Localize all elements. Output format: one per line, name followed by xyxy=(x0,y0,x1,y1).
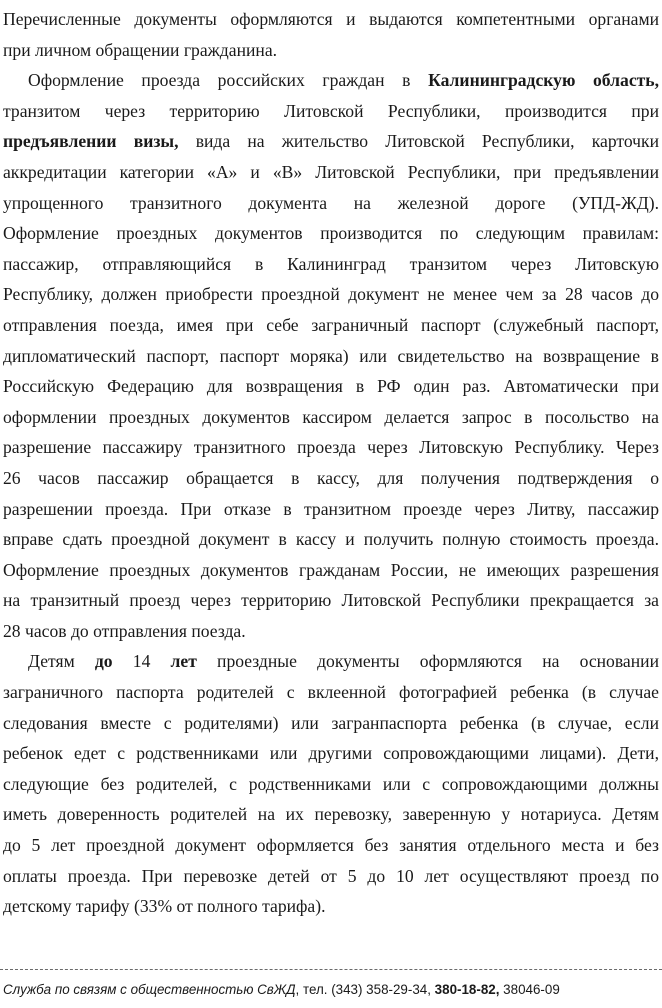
footer-phone-bold: 380-18-82, xyxy=(434,982,500,997)
text-run: на транзитный проезд через территорию Литовской Республики прекращается за xyxy=(3,590,659,611)
text-run: Перечисленные документы оформляются и выдаются компетентными органами xyxy=(3,9,659,29)
text-line xyxy=(3,65,659,96)
footer-divider xyxy=(0,969,662,970)
text-run: заграничного паспорта родителей с вклеенной фотографией ребенка (в случае xyxy=(3,682,659,703)
text-run: иметь доверенность родителей на их перевозку, заверенную у нотариуса. Детям xyxy=(3,804,659,825)
text-run: пассажир, отправляющийся в Калининград транзитом через Литовскую xyxy=(3,253,659,274)
text-line xyxy=(3,738,659,769)
text-run: при личном обращении гражданина. xyxy=(3,39,278,60)
text-line xyxy=(3,861,659,892)
text-line xyxy=(3,188,659,219)
text-line xyxy=(3,402,659,433)
text-line xyxy=(3,891,659,922)
text-run: отправления поезда, имея при себе заграничный паспорт (служебный паспорт, xyxy=(3,314,659,335)
text-line xyxy=(3,555,659,586)
text-run: следования вместе с родителями) или загранпаспорта ребенка (в случае, если xyxy=(3,712,659,733)
text-run: 26 часов пассажир обращается в кассу, для получения подтверждения о xyxy=(3,467,659,488)
text-line xyxy=(3,769,659,800)
text-line xyxy=(3,494,659,525)
text-line xyxy=(3,96,659,127)
text-run: детскому тарифу (33% от полного тарифа). xyxy=(3,896,326,917)
text-run: аккредитации категории «А» и «В» Литовской Республики, при предъявлении xyxy=(3,161,659,182)
paragraph xyxy=(3,4,659,65)
bold-text: Калининградскую область, xyxy=(428,70,659,91)
text-line xyxy=(3,310,659,341)
text-line xyxy=(3,157,659,188)
text-run: 28 часов до отправления поезда. xyxy=(3,620,246,641)
text-line xyxy=(3,249,659,280)
text-run: Российскую Федерацию для возвращения в РФ один раз. Автоматически при xyxy=(3,376,659,397)
text-run: до 5 лет проездной документ оформляется без занятия отдельного места и без xyxy=(3,835,659,856)
bold-text: до xyxy=(94,651,113,672)
footer-phone-suffix: 38046-09 xyxy=(499,982,560,997)
text-line xyxy=(3,279,659,310)
text-run: Детям xyxy=(28,651,95,672)
text-line xyxy=(3,585,659,616)
text-run: разрешении проезда. При отказе в транзитном проезде через Литву, пассажир xyxy=(3,498,659,519)
text-run: Оформление проездных документов производится по следующим правилам: xyxy=(3,223,659,244)
text-line xyxy=(3,616,659,647)
paragraph xyxy=(3,65,659,646)
document-body xyxy=(3,4,659,922)
text-line xyxy=(3,463,659,494)
text-run: 14 xyxy=(112,651,171,672)
paragraph xyxy=(3,646,659,921)
text-run: дипломатический паспорт, паспорт моряка) или свидетельство на возвращение в xyxy=(3,345,659,366)
text-run: оплаты проезда. При перевозке детей от 5 до 10 лет осуществляют проезд по xyxy=(3,865,659,886)
text-run: разрешение пассажиру транзитного проезда через Литовскую Республику. Через xyxy=(3,437,659,458)
text-line xyxy=(3,677,659,708)
text-run: Оформление проезда российских граждан в xyxy=(28,70,429,91)
text-line xyxy=(3,371,659,402)
text-line xyxy=(3,341,659,372)
text-line xyxy=(3,799,659,830)
text-line xyxy=(3,646,659,677)
bold-text: лет xyxy=(170,651,197,672)
text-run: транзитом через территорию Литовской Республики, производится при xyxy=(3,100,659,121)
bold-text: предъявлении визы, xyxy=(3,131,179,152)
text-run: следующие без родителей, с родственниками или с сопровождающими должны xyxy=(3,773,659,794)
text-line xyxy=(3,432,659,463)
text-run: упрощенного транзитного документа на железной дороге (УПД-ЖД). xyxy=(3,192,659,213)
text-run: вправе сдать проездной документ в кассу и получить полную стоимость проезда. xyxy=(3,529,659,550)
text-line xyxy=(3,708,659,739)
footer xyxy=(3,980,659,1000)
text-run: вида на жительство Литовской Республики, карточки xyxy=(178,131,659,152)
text-line xyxy=(3,35,659,66)
text-line xyxy=(3,524,659,555)
text-run: Оформление проездных документов гражданам России, не имеющих разрешения xyxy=(3,559,659,580)
text-run: Республику, должен приобрести проездной документ не менее чем за 28 часов до xyxy=(3,284,659,305)
footer-org: Служба по связям с общественностью СвЖД xyxy=(3,982,296,997)
text-run: проездные документы оформляются на основании xyxy=(196,651,659,672)
text-line xyxy=(3,830,659,861)
text-line xyxy=(3,4,659,35)
footer-phone-prefix: , тел. (343) 358-29-34, xyxy=(295,982,435,997)
text-run: ребенок едет с родственниками или другими сопровождающими лицами). Дети, xyxy=(3,743,659,764)
text-line xyxy=(3,218,659,249)
text-run: оформлении проездных документов кассиром делается запрос в посольство на xyxy=(3,406,659,427)
text-line xyxy=(3,126,659,157)
